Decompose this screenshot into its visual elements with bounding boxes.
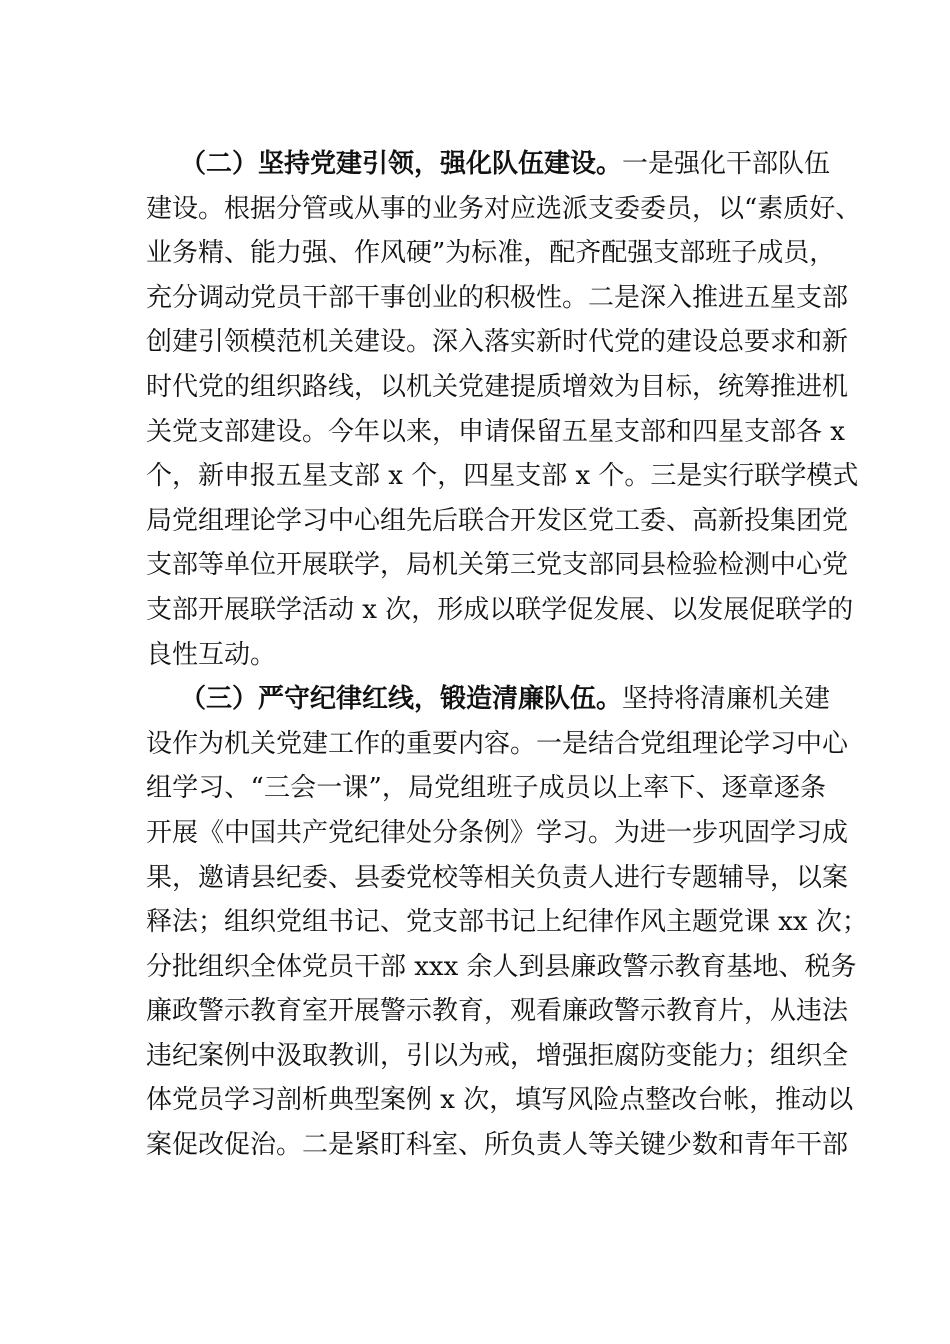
paragraph-2-line-6: 时代党的组织路线，以机关党建提质增效为目标，统筹推进机 xyxy=(146,371,849,402)
paragraph-2-line-9: 局党组理论学习中心组先后联合开发区党工委、高新投集团党 xyxy=(146,505,849,536)
paragraph-2-line-7: 关党支部建设。今年以来，申请保留五星支部和四星支部各 x xyxy=(146,416,845,447)
paragraph-3-line-4: 开展《中国共产党纪律处分条例》学习。为进一步巩固学习成 xyxy=(146,817,849,848)
paragraph-2-line-12: 良性互动。 xyxy=(146,639,277,670)
paragraph-2-line-4: 充分调动党员干部干事创业的积极性。二是深入推进五星支部 xyxy=(146,282,849,313)
paragraph-3-line-1-text: 坚持将清廉机关建 xyxy=(622,684,831,715)
paragraph-3-line-2: 设作为机关党建工作的重要内容。一是结合党组理论学习中心 xyxy=(146,728,849,759)
paragraph-3-line-3: 组学习、“三会一课”，局党组班子成员以上率下、逐章逐条 xyxy=(146,773,826,804)
paragraph-3-line-1 xyxy=(146,677,831,722)
paragraph-2-line-1-text: 一是强化干部队伍 xyxy=(622,149,831,179)
paragraph-2-heading: （二）坚持党建引领，强化队伍建设。 xyxy=(180,149,623,179)
paragraph-2-line-5: 创建引领模范机关建设。深入落实新时代党的建设总要求和新 xyxy=(146,327,849,358)
paragraph-3-line-7: 分批组织全体党员干部 xxx 余人到县廉政警示教育基地、税务 xyxy=(146,951,857,982)
paragraph-2-line-8: 个，新申报五星支部 x 个，四星支部 x 个。三是实行联学模式 xyxy=(146,461,859,492)
paragraph-2-line-1 xyxy=(146,142,831,187)
paragraph-3-line-6: 释法；组织党组书记、党支部书记上纪律作风主题党课 xx 次； xyxy=(146,907,868,938)
paragraph-2-line-11: 支部开展联学活动 x 次，形成以联学促发展、以发展促联学的 xyxy=(146,594,854,625)
paragraph-3-line-8: 廉政警示教育室开展警示教育，观看廉政警示教育片，从违法 xyxy=(146,996,849,1027)
document-body xyxy=(146,142,868,1168)
paragraph-2-line-3: 业务精、能力强、作风硬”为标准，配齐配强支部班子成员， xyxy=(146,238,836,269)
paragraph-3-heading: （三）严守纪律红线，锻造清廉队伍。 xyxy=(180,684,623,715)
paragraph-3-line-5: 果，邀请县纪委、县委党校等相关负责人进行专题辅导，以案 xyxy=(146,862,849,893)
paragraph-2-line-10: 支部等单位开展联学，局机关第三党支部同县检验检测中心党 xyxy=(146,550,849,581)
paragraph-2-line-2: 建设。根据分管或从事的业务对应选派支委委员，以“素质好、 xyxy=(146,193,862,224)
paragraph-3-line-11: 案促改促治。二是紧盯科室、所负责人等关键少数和青年干部 xyxy=(146,1130,849,1161)
paragraph-3-line-9: 违纪案例中汲取教训，引以为戒，增强拒腐防变能力；组织全 xyxy=(146,1040,849,1071)
paragraph-3-line-10: 体党员学习剖析典型案例 x 次，填写风险点整改台帐，推动以 xyxy=(146,1085,854,1116)
